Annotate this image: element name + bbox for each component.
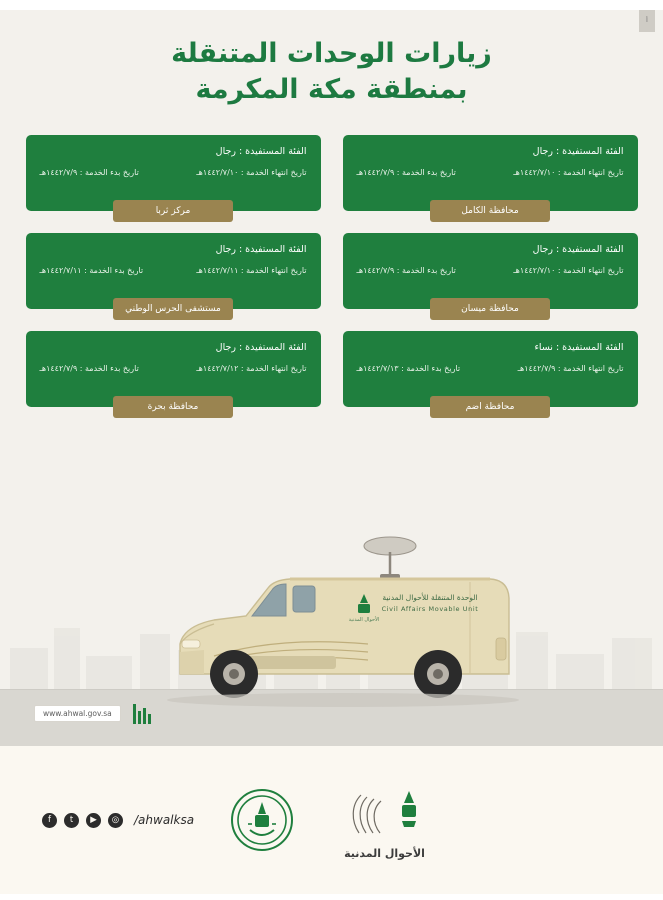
- website-url[interactable]: www.ahwal.gov.sa: [34, 705, 121, 722]
- visit-card[interactable]: [26, 135, 321, 216]
- visit-card[interactable]: [26, 233, 321, 314]
- card-place-badge: مستشفى الحرس الوطني: [113, 298, 233, 320]
- card-end-date: تاريخ انتهاء الخدمة : ١٤٤٢/٧/١٠هـ: [513, 168, 624, 178]
- card-end-date: تاريخ انتهاء الخدمة : ١٤٤٢/٧/١١هـ: [196, 266, 307, 276]
- van-arabic-name: الوحدة المتنقلة للأحوال المدنية: [382, 593, 478, 602]
- card-place-badge: محافظة بحرة: [113, 396, 233, 418]
- visit-card[interactable]: [26, 331, 321, 412]
- svg-text:الأحوال المدنية: الأحوال المدنية: [348, 617, 380, 623]
- card-end-date: تاريخ انتهاء الخدمة : ١٤٤٢/٧/١٢هـ: [196, 364, 307, 374]
- page-title: [0, 10, 663, 109]
- social-handle: /ahwalksa: [134, 813, 195, 827]
- card-start-date: تاريخ بدء الخدمة : ١٤٤٢/٧/٩هـ: [39, 364, 139, 374]
- civil-affairs-emblem-icon: [337, 781, 433, 843]
- facebook-icon[interactable]: f: [42, 813, 57, 828]
- card-end-date: تاريخ انتهاء الخدمة : ١٤٤٢/٧/١٠هـ: [513, 266, 624, 276]
- card-dates: [40, 168, 307, 178]
- visit-card[interactable]: [343, 135, 638, 216]
- card-end-date: تاريخ انتهاء الخدمة : ١٤٤٢/٧/١٠هـ: [196, 168, 307, 178]
- card-category: الفئة المستفيدة : نساء: [534, 341, 624, 353]
- card-category: الفئة المستفيدة : رجال: [215, 243, 307, 255]
- ministry-of-interior-logo: [231, 789, 293, 851]
- card-end-date: تاريخ انتهاء الخدمة : ١٤٤٢/٧/٩هـ: [517, 364, 624, 374]
- title-line-2: بمنطقة مكة المكرمة: [195, 74, 468, 106]
- twitter-icon[interactable]: t: [64, 813, 79, 828]
- card-start-date: تاريخ بدء الخدمة : ١٤٤٢/٧/٩هـ: [356, 168, 456, 178]
- top-frame: [0, 0, 663, 10]
- ahwal-mark-icon: [131, 702, 151, 724]
- ministry-emblem-icon: [236, 794, 288, 846]
- corner-tag: أ: [639, 10, 655, 32]
- card-start-date: تاريخ بدء الخدمة : ١٤٤٢/٧/١١هـ: [39, 266, 144, 276]
- card-dates: [357, 168, 624, 178]
- card-place-badge: محافظة ميسان: [430, 298, 550, 320]
- bottom-band: [0, 746, 663, 894]
- footer-brand-row: [34, 702, 151, 724]
- card-dates: [357, 364, 624, 374]
- van-english-name: Civil Affairs Movable Unit: [381, 605, 479, 613]
- card-dates: [40, 364, 307, 374]
- rear-wheel-icon: [414, 650, 462, 698]
- mobile-unit-van: [118, 524, 548, 724]
- card-category: الفئة المستفيدة : رجال: [215, 145, 307, 157]
- instagram-icon[interactable]: ◎: [108, 813, 123, 828]
- card-start-date: تاريخ بدء الخدمة : ١٤٤٢/٧/٩هـ: [356, 266, 456, 276]
- poster-body: [0, 10, 663, 746]
- card-place-badge: مركز ثربا: [113, 200, 233, 222]
- card-place-badge: محافظة الكامل: [430, 200, 550, 222]
- card-category: الفئة المستفيدة : رجال: [532, 145, 624, 157]
- card-dates: [357, 266, 624, 276]
- van-illustration: [118, 524, 548, 724]
- visit-cards-grid: [26, 135, 638, 412]
- card-category: الفئة المستفيدة : رجال: [532, 243, 624, 255]
- title-line-1: زيارات الوحدات المتنقلة: [171, 38, 492, 69]
- card-start-date: تاريخ بدء الخدمة : ١٤٤٢/٧/٩هـ: [39, 168, 139, 178]
- satellite-dish-icon: [364, 537, 416, 579]
- civil-affairs-caption: الأحوال المدنية: [344, 846, 425, 860]
- card-place-badge: محافظة اضم: [430, 396, 550, 418]
- civil-affairs-logo: [337, 781, 433, 860]
- front-wheel-icon: [210, 650, 258, 698]
- card-start-date: تاريخ بدء الخدمة : ١٤٤٢/٧/١٣هـ: [356, 364, 461, 374]
- card-dates: [40, 266, 307, 276]
- youtube-icon[interactable]: ▶: [86, 813, 101, 828]
- org-logos: [0, 781, 663, 860]
- card-category: الفئة المستفيدة : رجال: [215, 341, 307, 353]
- visit-card[interactable]: [343, 331, 638, 412]
- bottom-frame: [0, 894, 663, 900]
- visit-card[interactable]: [343, 233, 638, 314]
